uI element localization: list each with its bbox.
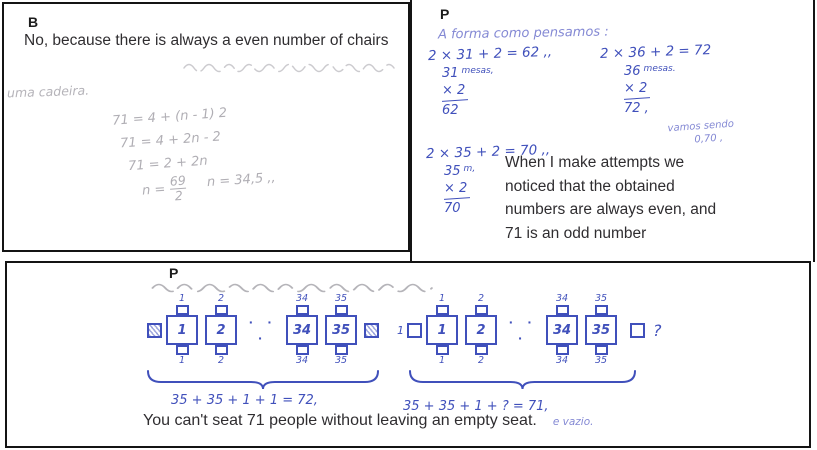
multiplication-stack xyxy=(444,164,475,216)
side-note-line: vamos sendo xyxy=(667,118,735,135)
stack-result: 62 xyxy=(442,103,459,118)
panel-student-b xyxy=(2,2,410,252)
stack-result: 70 xyxy=(444,201,461,216)
fraction-numerator: 69 xyxy=(169,172,187,189)
stack-times: × 2 xyxy=(444,181,468,196)
illegible-pencil-scribble xyxy=(182,60,404,74)
chair-number-bottom: 1 xyxy=(178,355,186,366)
illegible-pencil-scribble xyxy=(150,280,442,294)
table-unit xyxy=(203,293,239,367)
chair-bottom xyxy=(556,345,569,355)
stack-times: × 2 xyxy=(624,81,648,96)
table-number: 2 xyxy=(465,315,497,345)
side-note-line: 0,70 , xyxy=(694,132,724,146)
student-label-b: B xyxy=(28,14,39,30)
handwritten-heading: A forma como pensamos : xyxy=(437,24,609,43)
handwritten-equation: 2 × 35 + 2 = 70 ,, xyxy=(425,141,551,163)
chair-top xyxy=(335,305,348,315)
chair-number-top: 2 xyxy=(477,293,485,304)
chair-bottom xyxy=(215,345,228,355)
end-chair-label: 1 xyxy=(397,323,404,337)
question-mark: ? xyxy=(653,320,662,340)
table-unit xyxy=(463,293,499,367)
tables-row xyxy=(397,293,662,367)
ellipsis-dots: · · · xyxy=(248,314,278,346)
chair-number-bottom: 34 xyxy=(555,355,569,366)
student-label-p: P xyxy=(440,6,450,22)
stack-times: × 2 xyxy=(442,83,466,98)
count-word: mesas. xyxy=(643,64,676,74)
chair-number-bottom: 34 xyxy=(295,355,309,366)
chair-bottom xyxy=(475,345,488,355)
chair-number-top: 2 xyxy=(217,293,225,304)
stack-top: 36 xyxy=(624,64,641,79)
handwritten-equation: 2 × 36 + 2 = 72 xyxy=(599,42,712,62)
equation-line: 71 = 4 + 2n - 2 xyxy=(119,129,222,152)
table-number: 34 xyxy=(546,315,578,345)
table-unit xyxy=(424,293,460,367)
under-brace xyxy=(407,369,638,391)
chair-number-top: 35 xyxy=(594,293,608,304)
count-word: mesas, xyxy=(461,66,494,76)
table-number: 1 xyxy=(426,315,458,345)
fraction xyxy=(169,172,187,204)
chair-number-top: 34 xyxy=(295,293,309,304)
chair-top xyxy=(176,305,189,315)
chair-bottom xyxy=(436,345,449,355)
chair-bottom xyxy=(335,345,348,355)
sum-equation: 35 + 35 + 1 + 1 = 72, xyxy=(171,393,318,408)
panel-student-p-diagram xyxy=(5,261,811,448)
equation-line: 71 = 4 + (n - 1) 2 xyxy=(111,105,228,129)
table-number: 2 xyxy=(205,315,237,345)
stack-top: 35 xyxy=(444,164,461,179)
chair-number-top: 34 xyxy=(555,293,569,304)
typed-line: When I make attempts we xyxy=(505,154,685,171)
panel-student-p xyxy=(410,0,815,262)
table-unit xyxy=(323,293,359,367)
table-number: 35 xyxy=(585,315,617,345)
fraction-lhs: n = xyxy=(141,182,166,199)
chair-number-top: 1 xyxy=(438,293,446,304)
multiplication-stack xyxy=(442,66,494,118)
end-chair xyxy=(147,323,162,338)
count-word: m, xyxy=(463,164,476,174)
stack-result: 72 , xyxy=(624,101,649,116)
table-unit xyxy=(544,293,580,367)
chair-top xyxy=(556,305,569,315)
table-number: 35 xyxy=(325,315,357,345)
chair-bottom xyxy=(176,345,189,355)
typed-line: noticed that the obtained xyxy=(505,177,675,195)
typed-line: 71 is an odd number xyxy=(505,224,647,242)
chair-number-bottom: 35 xyxy=(334,355,348,366)
table-unit xyxy=(164,293,200,367)
ellipsis-dots: · · · xyxy=(508,314,538,346)
under-brace-wrap xyxy=(145,369,381,391)
chair-top xyxy=(475,305,488,315)
handwritten-note: e vazio. xyxy=(552,416,594,428)
conclusion-row xyxy=(143,412,593,430)
multiplication-stack xyxy=(624,64,676,116)
table-number: 34 xyxy=(286,315,318,345)
chair-number-bottom: 2 xyxy=(217,355,225,366)
student-label-p2: P xyxy=(169,265,179,281)
typed-line: numbers are always even, and xyxy=(505,201,717,218)
chair-bottom xyxy=(595,345,608,355)
stack-rule xyxy=(624,97,650,100)
tables-diagram-left xyxy=(145,293,381,408)
chair-number-bottom: 35 xyxy=(594,355,608,366)
end-chair xyxy=(364,323,379,338)
chair-number-bottom: 2 xyxy=(477,355,485,366)
under-brace xyxy=(145,369,381,391)
chair-number-top: 1 xyxy=(178,293,186,304)
chair-top xyxy=(296,305,309,315)
pencil-note: uma cadeira. xyxy=(6,82,90,101)
sum-equation: 35 + 35 + 1 + ? = 71, xyxy=(403,399,549,414)
result-value: n = 34,5 ,, xyxy=(206,170,277,191)
translated-answer-p xyxy=(505,151,716,245)
chair-top xyxy=(215,305,228,315)
translated-answer-bottom: You can't seat 71 people without leaving an empty seat. xyxy=(143,412,537,429)
stack-rule xyxy=(442,99,468,102)
end-chair xyxy=(407,323,422,338)
stack-rule xyxy=(444,197,470,200)
chair-number-bottom: 1 xyxy=(438,355,446,366)
table-number: 1 xyxy=(166,315,198,345)
table-unit xyxy=(583,293,619,367)
table-unit xyxy=(284,293,320,367)
handwritten-equation: 2 × 31 + 2 = 62 ,, xyxy=(427,43,553,65)
chair-top xyxy=(436,305,449,315)
fraction-denominator: 2 xyxy=(174,187,184,204)
translated-answer-b: No, because there is always a even number of chairs xyxy=(24,32,389,49)
under-brace-wrap xyxy=(397,369,662,391)
pencil-working xyxy=(111,104,277,204)
equation-line: 71 = 2 + 2n xyxy=(127,153,209,175)
handwritten-side-note xyxy=(667,118,735,149)
end-chair xyxy=(630,323,645,338)
tables-diagram-right xyxy=(397,293,662,414)
chair-top xyxy=(595,305,608,315)
chair-number-top: 35 xyxy=(334,293,348,304)
stack-top: 31 xyxy=(442,66,459,81)
chair-bottom xyxy=(296,345,309,355)
tables-row xyxy=(145,293,381,367)
